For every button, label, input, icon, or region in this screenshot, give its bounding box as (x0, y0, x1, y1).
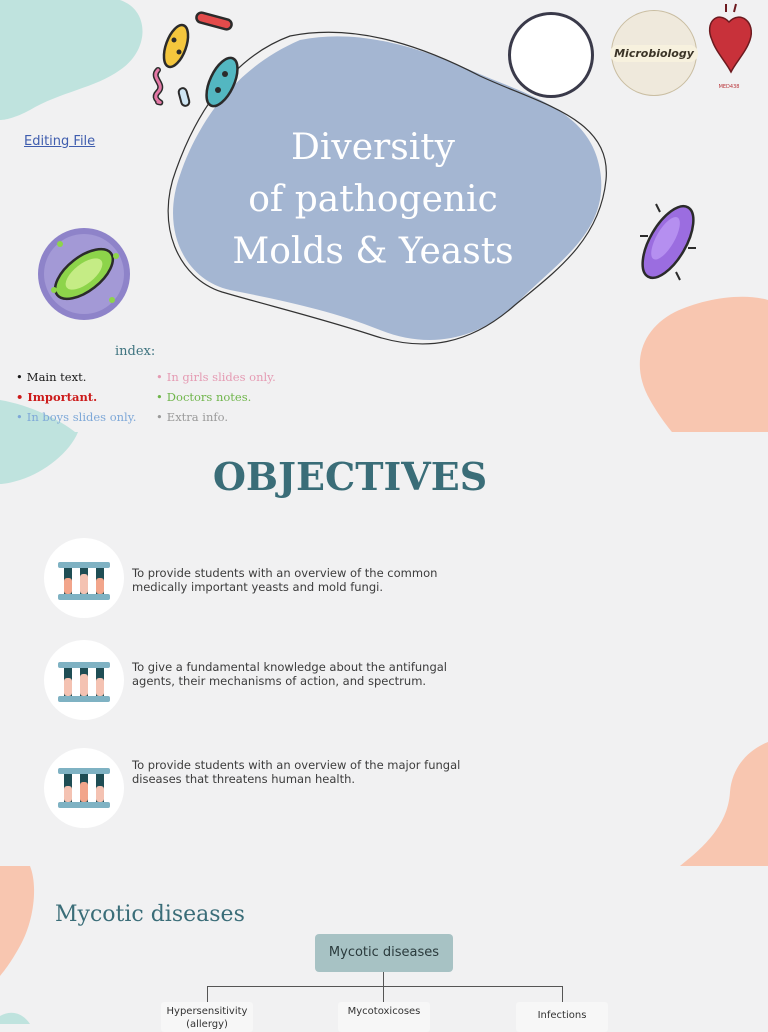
mycotic-diseases-slide (0, 866, 768, 1030)
peach-blob-bottom-right (680, 742, 768, 866)
editing-file-link[interactable]: Editing File (24, 134, 96, 149)
title-line-1: Diversity (290, 127, 456, 168)
pink-spiral-bacterium-icon (156, 70, 161, 103)
objective-text-3: To provide students with an overview of the major fungal diseases that threatens human health. (132, 758, 461, 786)
left-connector (207, 986, 208, 1002)
legend-extra-info: • Extra info. (156, 410, 229, 424)
legend-doctors-notes: • Doctors notes. (156, 390, 252, 404)
right-connector (562, 986, 563, 1002)
objective-item-1 (44, 538, 484, 618)
legend-main-text: • Main text. (16, 370, 87, 384)
infections-node: Infections (516, 1002, 608, 1032)
objective-icon-1 (44, 538, 124, 618)
legend-boys-slides: • In boys slides only. (16, 410, 137, 424)
university-logo (508, 12, 594, 98)
objectives-slide (0, 432, 768, 866)
heart-logo-text: MED438 (718, 84, 740, 90)
objective-item-3 (44, 748, 484, 828)
test-tube-rack-icon (44, 640, 124, 720)
med-heart-logo (704, 4, 754, 96)
middle-connector (383, 986, 384, 1002)
microbiology-logo-text: Microbiology (610, 45, 698, 62)
test-tube-rack-icon (44, 538, 124, 618)
mycotoxicoses-node: Mycotoxicoses (338, 1002, 430, 1032)
title-line-3: Molds & Yeasts (232, 231, 514, 272)
title-slide (0, 0, 768, 432)
peach-blob-right (640, 297, 768, 432)
root-connector (383, 972, 384, 986)
mint-blob-bottom-left (0, 1013, 30, 1024)
legend-girls-slides: • In girls slides only. (156, 370, 276, 384)
purple-bacterium-icon (632, 198, 703, 285)
mint-blob-top-left (0, 0, 143, 120)
objective-icon-3 (44, 748, 124, 828)
legend-important: • Important. (16, 390, 98, 404)
objectives-title: OBJECTIVES (212, 454, 488, 499)
horizontal-connector (207, 986, 563, 987)
microbiology-team-logo (611, 10, 697, 96)
objective-text-1: To provide students with an overview of the common medically important yeasts and mold fungi. (132, 566, 438, 594)
objective-item-2 (44, 640, 484, 720)
hypersensitivity-node: Hypersensitivity (allergy) (161, 1002, 253, 1032)
green-virus-icon (38, 228, 130, 320)
mycotic-diseases-root-node: Mycotic diseases (315, 934, 453, 972)
index-label: index: (115, 344, 156, 359)
objective-icon-2 (44, 640, 124, 720)
yellow-bacterium-icon (159, 22, 193, 70)
peach-blob-left (0, 866, 34, 976)
slide-title (200, 122, 546, 278)
test-tube-rack-icon (44, 748, 124, 828)
red-rod-bacterium-icon (195, 12, 232, 31)
mycotic-diseases-title: Mycotic diseases (55, 902, 245, 927)
blue-capsule-icon (178, 87, 190, 106)
objective-text-2: To give a fundamental knowledge about the antifungal agents, their mechanisms of action, and spectrum. (132, 660, 448, 688)
title-line-2: of pathogenic (248, 179, 498, 220)
